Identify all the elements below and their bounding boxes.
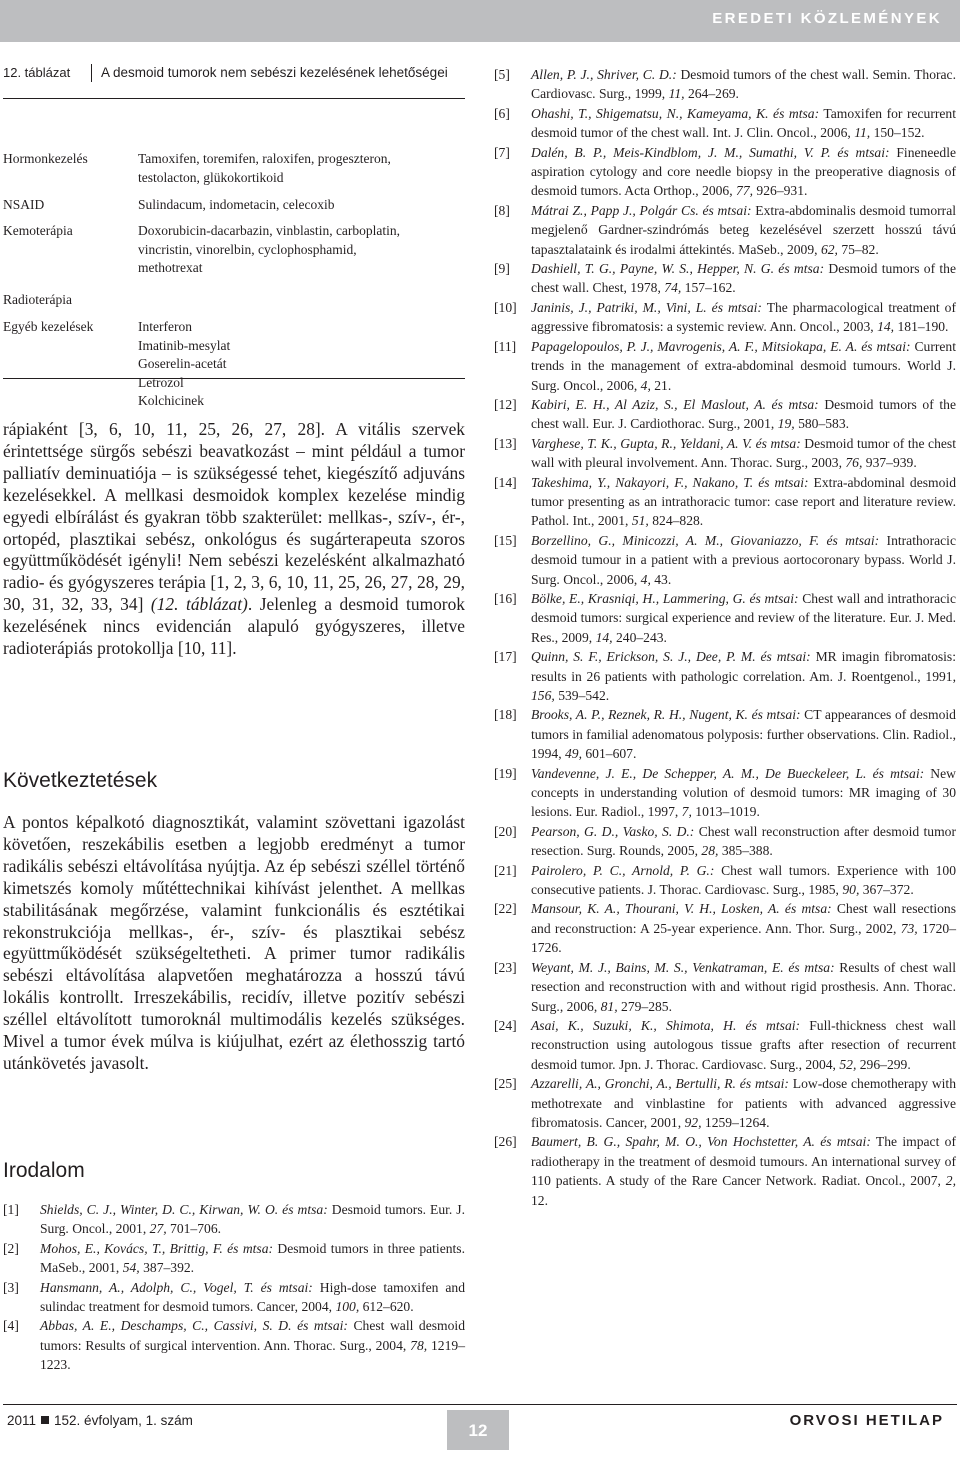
row-line: testolacton, glükokortikoid (138, 169, 284, 185)
reference-item (494, 647, 956, 705)
paragraph-text: . Jelenleg a desmoid tumorok kezelésének nincs evidencián alapuló gyógyszeres, illetve radioterápiás protokollja [10, 11]. (3, 594, 465, 659)
reference-authors: Abbas, A. E., Deschamps, C., Cassivi, S. D. és mtsai: (40, 1318, 348, 1334)
reference-volume: 92, (684, 1114, 702, 1130)
reference-number: [5] (494, 67, 510, 82)
reference-number: [15] (494, 532, 517, 548)
reference-authors: Janinis, J., Patriki, M., Vini, L. és mtsai: (531, 299, 762, 315)
reference-number: [13] (494, 435, 517, 451)
reference-item (494, 201, 956, 259)
body-paragraph (3, 419, 465, 660)
reference-item (494, 473, 956, 531)
reference-volume: 54, (122, 1260, 140, 1276)
reference-item (494, 434, 956, 473)
reference-text: Asai, K., Suzuki, K., Shimota, H. és mtsai: Full-thickness chest wall reconstruction using autologous tissue grafts after resection of recurrent desmoid tumor. Jpn. J. Thorac. Cardiovasc. Surg., 2004, 52, 296–299. (531, 1017, 957, 1072)
table-number: 12. táblázat (3, 65, 71, 80)
reference-text: Bölke, E., Krasniqi, H., Lammering, G. és mtsai: Chest wall and intrathoracic desmoid tumors: surgical experience and review of the literature. Eur. J. Med. Res., 2009, 14, 240–243. (531, 590, 956, 645)
reference-volume: 90, (842, 882, 860, 898)
reference-item (494, 1074, 956, 1132)
reference-item (494, 899, 956, 957)
reference-text: Baumert, B. G., Spahr, M. O., Von Hochstetter, A. és mtsai: The impact of radiotherapy in the treatment of desmoid tumours. An international survey of 110 patients. A study of the Rare Cancer Network. Radiat. Oncol., 2007, 2, 12. (531, 1134, 957, 1208)
reference-number: [25] (494, 1076, 517, 1092)
reference-number: [7] (494, 144, 510, 160)
reference-volume: 76, (845, 455, 863, 471)
reference-item (494, 1016, 956, 1074)
reference-number: [21] (494, 862, 517, 878)
section-label: EREDETI KÖZLEMÉNYEK (712, 10, 942, 27)
reference-number: [19] (494, 765, 517, 781)
reference-volume: 14, (595, 629, 613, 645)
reference-volume: 2, (945, 1173, 956, 1189)
row-line: methotrexat (138, 260, 203, 275)
reference-list-right (494, 65, 956, 1210)
reference-item (494, 822, 956, 861)
reference-volume: 62, (820, 241, 838, 257)
reference-text: Pairolero, P. C., Arnold, P. G.: Chest wall tumors. Experience with 100 consecutive patients. J. Thorac. Cardiovasc. Surg., 1985, 90, 367–372. (531, 862, 956, 898)
reference-authors: Mansour, K. A., Thourani, V. H., Losken, A. és mtsa: (531, 901, 832, 917)
row-line: Interferon (138, 319, 192, 334)
reference-volume: 4, (640, 377, 651, 393)
reference-number: [16] (494, 590, 517, 606)
reference-authors: Borzellino, G., Minicozzi, A. M., Giovaniazzo, F. és mtsai: (531, 532, 880, 548)
row-line: Doxorubicin-dacarbazin, vinblastin, carboplatin, (138, 223, 401, 238)
reference-number: [11] (494, 338, 517, 354)
reference-authors: Shields, C. J., Winter, D. C., Kirwan, W. O. és mtsa: (40, 1202, 328, 1217)
reference-authors: Kabiri, E. H., Al Aziz, S., El Maslout, A. és mtsa: (531, 396, 819, 412)
reference-item (494, 143, 956, 201)
reference-item (494, 958, 956, 1016)
reference-volume: 19, (777, 416, 795, 432)
reference-number: [3] (3, 1279, 19, 1295)
reference-authors: Dalén, B. P., Meis-Kindblom, J. M., Sumathi, V. P. és mtsai: (531, 144, 890, 160)
reference-list-left (3, 1200, 465, 1375)
reference-item (494, 298, 956, 337)
reference-item (494, 531, 956, 589)
reference-text: Dashiell, T. G., Payne, W. S., Hepper, N. G. és mtsa: Desmoid tumors of the chest wall. Chest, 1978, 74, 157–162. (531, 261, 956, 296)
reference-text: Quinn, S. F., Erickson, S. J., Dee, P. M. és mtsai: MR imagin fibromatosis: results in 26 patients with pathologic correlation. Am. J. Roentgenol., 1991, 156, 539–542. (531, 649, 957, 703)
reference-text: Takeshima, Y., Nakayori, F., Nakano, T. és mtsai: Extra-abdominal desmoid tumor presenting as an intrathoracic tumor: case report and literature review. Pathol. Int., 2001, 51, 824–828. (531, 474, 956, 529)
row-content (138, 318, 468, 411)
reference-text: Shields, C. J., Winter, D. C., Kirwan, W. O. és mtsa: Desmoid tumors. Eur. J. Surg. Oncol., 2001, 27, 701–706. (40, 1202, 465, 1237)
reference-number: [23] (494, 959, 517, 975)
reference-text: Mohos, E., Kovács, T., Brittig, F. és mtsa: Desmoid tumors in three patients. MaSeb., 2001, 54, 387–392. (40, 1240, 465, 1276)
reference-volume: 100, (335, 1299, 360, 1315)
reference-number: [8] (494, 202, 510, 218)
reference-volume: 49, (564, 746, 582, 762)
reference-text: Vandevenne, J. E., De Schepper, A. M., De Bueckeleer, L. és mtsai: New concepts in understanding volution of desmoid tumors: MR imaging of 30 lesions. Eur. Radiol., 1997, 7, 1013–1019. (531, 765, 956, 820)
reference-text: Pearson, G. D., Vasko, S. D.: Chest wall reconstruction after desmoid tumor resection. Surg. Rounds, 2005, 28, 385–388. (531, 823, 957, 859)
row-line: Letrozol (138, 374, 184, 390)
row-label: NSAID (3, 197, 45, 212)
reference-number: [22] (494, 901, 517, 917)
reference-text: Abbas, A. E., Deschamps, C., Cassivi, S. D. és mtsai: Chest wall desmoid tumors: Results of surgical intervention. Ann. Thorac. Surg., 2004, 78, 1219–1223. (40, 1318, 465, 1373)
reference-authors: Allen, P. J., Shriver, C. D.: (531, 67, 677, 82)
reference-volume: 73, (900, 920, 918, 936)
reference-authors: Vandevenne, J. E., De Schepper, A. M., De Bueckeleer, L. és mtsai: (531, 765, 925, 781)
reference-number: [12] (494, 396, 517, 412)
reference-text: Varghese, T. K., Gupta, R., Yeldani, A. V. és mtsa: Desmoid tumor of the chest wall with pleural involvement. Ann. Thorac. Surg., 2003, 76, 937–939. (531, 435, 956, 471)
reference-volume: 28, (701, 843, 719, 859)
treatment-table (3, 99, 465, 408)
reference-text: Papagelopoulos, P. J., Mavrogenis, A. F., Mitsiokapa, E. A. és mtsai: Current trends in the management of extra-abdominal desmoid tumours. World J. Surg. Oncol., 2006, 4, 21. (531, 338, 956, 393)
paragraph-text: A pontos képalkotó diagnosztikát, valamint szövettani igazolást követően, reszekábilis esetben a legjobb eredményt a tumor radikális sebészi eltávolítása nyújtja. Az ép sebészi széllel történő kimetszés komoly műtéttechnikai kihívást jelenthet. A mellkas stabilitásának megőrzése, valamint funkcionális és esztétikai rekonstrukciója mellkas-, ér-, szív- és plasztikai sebész együttműködését szükségeltetheti. A primer tumor radikális sebészi eltávolítása alapvetően meghatározza a hosszú távú lokális kontrollt. Irreszekábilis, recidív, illetve pozitív sebészi széllel eltávolított tumoroknál multimodális kezelés szükséges. Mivel a tumor évek múlva is kiújulhat, ezért az élethosszig tartó utánkövetés javasolt. (3, 812, 465, 1073)
reference-number: [4] (3, 1318, 19, 1334)
reference-number: [10] (494, 299, 517, 315)
reference-number: [14] (494, 474, 517, 490)
reference-text: Kabiri, E. H., Al Aziz, S., El Maslout, A. és mtsa: Desmoid tumors of the chest wall. Eur. J. Cardiothorac. Surg., 2001, 19, 580–583. (531, 396, 956, 432)
reference-volume: 52, (839, 1056, 857, 1072)
reference-authors: Pearson, G. D., Vasko, S. D.: (531, 823, 695, 839)
reference-authors: Quinn, S. F., Erickson, S. J., Dee, P. M. és mtsai: (531, 649, 811, 665)
reference-authors: Mohos, E., Kovács, T., Brittig, F. és mtsa: (40, 1240, 274, 1256)
reference-volume: 11, (668, 86, 685, 102)
year: 2011 (7, 1413, 37, 1428)
reference-text: Dalén, B. P., Meis-Kindblom, J. M., Sumathi, V. P. és mtsai: Fineneedle aspiration cytology and core needle biopsy in the preoperative diagnosis of desmoid tumors. Acta Orthop., 2006, 77, 926–931. (531, 144, 957, 199)
reference-volume: 7, (681, 804, 692, 820)
reference-authors: Azzarelli, A., Gronchi, A., Bertulli, R. és mtsai: (531, 1076, 789, 1092)
table-bottom-rule (3, 378, 465, 379)
reference-item (494, 259, 956, 298)
reference-text: Hansmann, A., Adolph, C., Vogel, T. és mtsai: High-dose tamoxifen and sulindac treatment for desmoid tumors. Cancer, 2004, 100, 612–620. (40, 1279, 465, 1315)
reference-number: [20] (494, 823, 517, 839)
reference-text: Brooks, A. P., Reznek, R. H., Nugent, K. és mtsai: CT appearances of desmoid tumors in familial adenomatous polyposis: further observations. Clin. Radiol., 1994, 49, 601–607. (531, 707, 956, 762)
reference-item (494, 395, 956, 434)
row-label: Radioterápia (3, 292, 72, 307)
reference-volume: 51, (631, 513, 649, 529)
reference-volume: 11, (854, 125, 871, 141)
reference-volume: 74, (664, 280, 682, 296)
page-footer (0, 1410, 960, 1450)
reference-authors: Bölke, E., Krasniqi, H., Lammering, G. és mtsai: (531, 590, 799, 606)
reference-item (3, 1278, 465, 1317)
reference-volume: 14, (877, 319, 895, 335)
reference-authors: Pairolero, P. C., Arnold, P. G.: (531, 862, 715, 878)
volume-issue: 152. évfolyam, 1. szám (54, 1413, 193, 1428)
reference-authors: Asai, K., Suzuki, K., Shimota, H. és mtsai: (531, 1017, 801, 1033)
reference-number: [26] (494, 1134, 517, 1150)
left-column (3, 58, 465, 1373)
reference-volume: 27, (149, 1221, 167, 1237)
reference-item (494, 104, 956, 143)
reference-text: Azzarelli, A., Gronchi, A., Bertulli, R. és mtsai: Low-dose chemotherapy with methotrexate and vinblastine for patients with advanced aggressive fibromatosis. Cancer, 2001, 92, 1259–1264. (531, 1076, 956, 1130)
row-line: vincristin, vinorelbin, cyclophosphamid, (138, 241, 357, 257)
row-content (138, 222, 468, 278)
reference-item (3, 1200, 465, 1239)
reference-item (494, 861, 956, 900)
row-label: Hormonkezelés (3, 151, 88, 166)
paragraph-text: rápiaként [3, 6, 10, 11, 25, 26, 27, 28]. A vitális szervek érintettsége sürgős sebészi beavatkozást – mint például a tumor palliatív deminuatiója – is szükségessé tehet, kiegészítő adjuváns kezelésekkel. A mellkasi desmoidok komplex kezelése mindig egyedi elbírálást és gyakran több szakterület: mellkas-, szív-, ér-, ortopéd, plasztikai sebész, onkológus és sugárterapeuta szoros együttműködését igényli! Nem sebészi kezelésként alkalmazható radio- és gyógyszeres terápia [1, 2, 3, 6, 10, 11, 25, 26, 27, 28, 29, 30, 31, 32, 33, 34] (3, 419, 465, 615)
caption-separator (91, 64, 92, 82)
reference-authors: Varghese, T. K., Gupta, R., Yeldani, A. V. és mtsa: (531, 435, 801, 451)
reference-item (494, 764, 956, 822)
row-label: Kemoterápia (3, 223, 73, 238)
reference-authors: Hansmann, A., Adolph, C., Vogel, T. és mtsai: (40, 1279, 313, 1295)
table-reference: (12. táblázat) (150, 594, 248, 615)
reference-item (494, 1132, 956, 1210)
reference-number: [6] (494, 105, 510, 121)
reference-text: Mansour, K. A., Thourani, V. H., Losken, A. és mtsa: Chest wall resections and reconstruction: A 25-year experience. Ann. Thor. Surg., 2002, 73, 1720–1726. (531, 901, 957, 956)
reference-item (3, 1239, 465, 1278)
reference-volume: 81, (600, 998, 618, 1014)
table-title: A desmoid tumorok nem sebészi kezelésének lehetőségei (101, 65, 448, 80)
reference-item (494, 337, 956, 395)
reference-number: [1] (3, 1202, 19, 1217)
reference-number: [2] (3, 1240, 19, 1256)
reference-volume: 156, (531, 688, 555, 703)
reference-authors: Ohashi, T., Shigematsu, N., Kameyama, K. és mtsa: (531, 105, 820, 121)
reference-text: Mátrai Z., Papp J., Polgár Cs. és mtsai: Extra-abdominalis desmoid tumorral megjelenő Gardner-szindrómás beteg kezelésével szerzett hosszú távú tapasztalataink és irodalmi áttekintés. MaSeb., 2009, 62, 75–82. (531, 202, 957, 257)
row-line: Kolchicinek (138, 393, 204, 408)
reference-item (494, 589, 956, 647)
reference-authors: Papagelopoulos, P. J., Mavrogenis, A. F., Mitsiokapa, E. A. és mtsai: (531, 338, 911, 354)
reference-number: [17] (494, 649, 517, 665)
row-line: Imatinib-mesylat (138, 337, 231, 353)
row-line: Tamoxifen, toremifen, raloxifen, progeszteron, (138, 151, 391, 166)
reference-number: [9] (494, 261, 510, 277)
conclusions-heading: Következtetések (3, 769, 158, 792)
square-bullet-icon (41, 1416, 49, 1424)
reference-item (494, 705, 956, 763)
reference-authors: Brooks, A. P., Reznek, R. H., Nugent, K. és mtsai: (531, 707, 801, 723)
reference-number: [24] (494, 1017, 517, 1033)
reference-text: Ohashi, T., Shigematsu, N., Kameyama, K. és mtsa: Tamoxifen for recurrent desmoid tumor of the chest wall. Int. J. Clin. Oncol., 2006, 11, 150–152. (531, 105, 956, 141)
reference-text: Janinis, J., Patriki, M., Vini, L. és mtsai: The pharmacological treatment of aggressive fibromatosis: a systemic review. Ann. Oncol., 2003, 14, 181–190. (531, 299, 956, 335)
row-label: Egyéb kezelések (3, 319, 94, 334)
reference-authors: Dashiell, T. G., Payne, W. S., Hepper, N. G. és mtsa: (531, 261, 825, 277)
reference-volume: 77, (736, 183, 754, 199)
reference-text: Allen, P. J., Shriver, C. D.: Desmoid tumors of the chest wall. Semin. Thorac. Cardiovasc. Surg., 1999, 11, 264–269. (531, 67, 956, 102)
reference-authors: Mátrai Z., Papp J., Polgár Cs. és mtsai: (531, 202, 752, 218)
issue-info (7, 1413, 193, 1428)
reference-number: [18] (494, 707, 517, 723)
reference-item (494, 65, 956, 104)
reference-authors: Weyant, M. J., Bains, M. S., Venkatraman, E. és mtsa: (531, 959, 835, 975)
reference-item (3, 1316, 465, 1374)
page-number: 12 (447, 1410, 509, 1450)
row-line: Goserelin-acetát (138, 356, 227, 371)
reference-text: Borzellino, G., Minicozzi, A. M., Giovaniazzo, F. és mtsai: Intrathoracic desmoid tumour in a patient with a previous aortocoronary bypass. World J. Surg. Oncol., 2006, 4, 43. (531, 532, 956, 587)
section-header-bar (0, 0, 960, 42)
row-line: Sulindacum, indometacin, celecoxib (138, 197, 335, 212)
table-caption (3, 58, 465, 98)
reference-volume: 4, (640, 571, 651, 587)
footer-rule (3, 1404, 957, 1405)
conclusions-paragraph (3, 812, 465, 1075)
row-content (138, 196, 468, 215)
reference-authors: Baumert, B. G., Spahr, M. O., Von Hochstetter, A. és mtsai: (531, 1134, 871, 1150)
references-heading: Irodalom (3, 1159, 85, 1182)
row-content (138, 150, 468, 187)
journal-name: ORVOSI HETILAP (789, 1412, 944, 1429)
reference-authors: Takeshima, Y., Nakayori, F., Nakano, T. és mtsai: (531, 474, 809, 490)
reference-text: Weyant, M. J., Bains, M. S., Venkatraman, E. és mtsa: Results of chest wall resection and reconstruction with and without rigid prosthesis. Ann. Thorac. Surg., 2006, 81, 279–285. (531, 959, 956, 1014)
reference-volume: 78, (410, 1337, 428, 1353)
